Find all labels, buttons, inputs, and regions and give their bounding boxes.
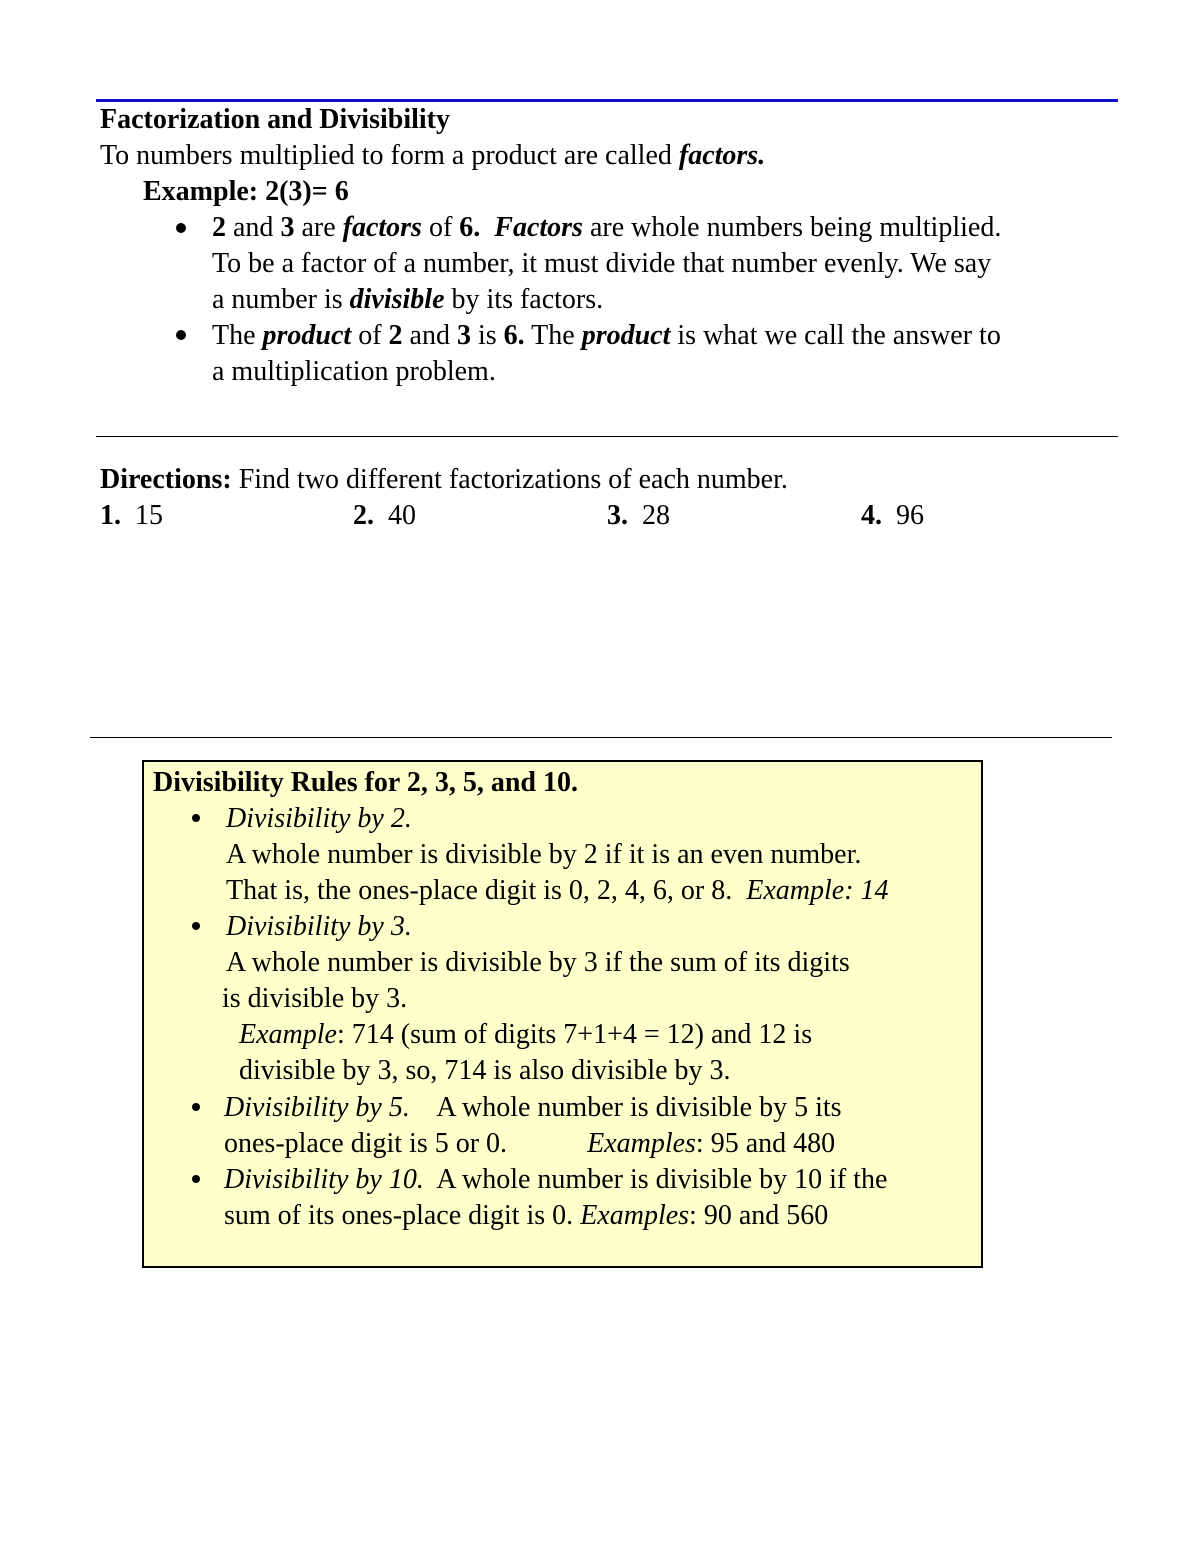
problem-3: 3. 28 — [607, 500, 670, 531]
rule-5-text: ones-place digit is 5 or 0. Examples: 95 and 480 — [224, 1128, 836, 1159]
rule-3-text: A whole number is divisible by 3 if the sum of its digits — [226, 947, 850, 978]
divisibility-rules-box — [142, 760, 983, 1268]
directions: Directions: Find two different factorizations of each number. — [100, 464, 788, 495]
example-line: Example: 2(3)= 6 — [143, 176, 349, 207]
rule-10-heading: Divisibility by 10. A whole number is divisible by 10 if the — [224, 1164, 888, 1195]
rule-2-text: A whole number is divisible by 2 if it is an even number. — [226, 839, 862, 870]
term-factors: factors. — [678, 140, 766, 171]
bullet-1-line-1: 2 and 3 are factors of 6. Factors are whole numbers being multiplied. — [212, 212, 1002, 243]
bullet-2-line-2: a multiplication problem. — [212, 356, 496, 387]
bullet-icon — [192, 922, 200, 930]
rule-3-heading: Divisibility by 3. — [226, 911, 412, 942]
intro-sentence: To numbers multiplied to form a product are called factors. — [100, 140, 766, 171]
section-title: Factorization and Divisibility — [100, 104, 450, 135]
middle-divider — [96, 436, 1118, 437]
bullet-icon — [192, 814, 200, 822]
problem-2: 2. 40 — [353, 500, 416, 531]
rule-2-text-2: That is, the ones-place digit is 0, 2, 4, 6, or 8. Example: 14 — [226, 875, 889, 906]
lower-divider — [90, 737, 1112, 738]
bullet-2-line-1: The product of 2 and 3 is 6. The product is what we call the answer to — [212, 320, 1001, 351]
bullet-icon — [192, 1103, 200, 1111]
bullet-1-line-3: a number is divisible by its factors. — [212, 284, 604, 315]
bullet-icon — [176, 223, 186, 233]
rule-5-heading: Divisibility by 5. A whole number is divisible by 5 its — [224, 1092, 842, 1123]
rule-3-example-2: divisible by 3, so, 714 is also divisible by 3. — [239, 1055, 731, 1086]
rule-10-text: sum of its ones-place digit is 0. Examples: 90 and 560 — [224, 1200, 829, 1231]
bullet-icon — [176, 330, 186, 340]
rule-3-example: Example: 714 (sum of digits 7+1+4 = 12) and 12 is — [239, 1019, 813, 1050]
bullet-icon — [192, 1175, 200, 1183]
rule-3-text-2: is divisible by 3. — [222, 983, 408, 1014]
bullet-1-line-2: To be a factor of a number, it must divide that number evenly. We say — [212, 248, 992, 279]
rule-2-heading: Divisibility by 2. — [226, 803, 412, 834]
problem-1: 1. 15 — [100, 500, 163, 531]
rules-box-title: Divisibility Rules for 2, 3, 5, and 10. — [153, 767, 578, 798]
problem-4: 4. 96 — [861, 500, 924, 531]
